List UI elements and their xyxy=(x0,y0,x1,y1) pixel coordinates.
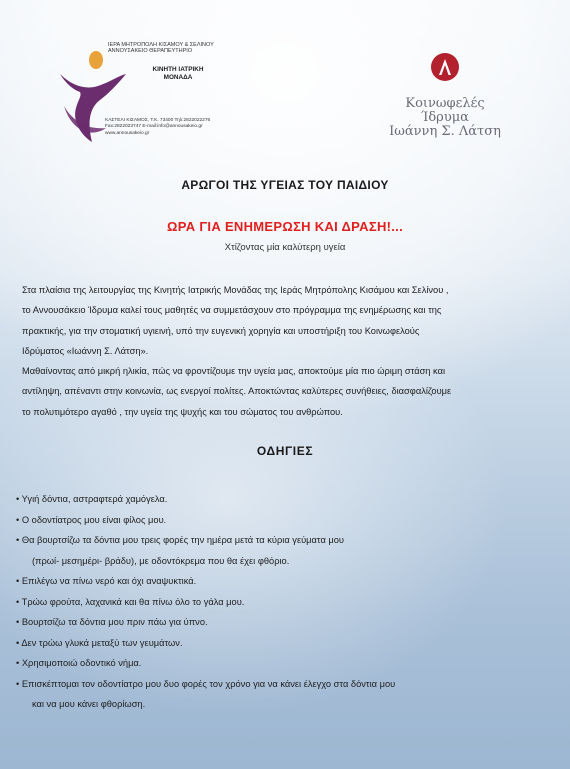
intro-line: Ιδρύματος «Ιωάννη Σ. Λάτση». xyxy=(22,345,149,356)
list-item-text: • Υγιή δόντια, αστραφτερά χαμόγελα. xyxy=(16,494,168,504)
list-item xyxy=(16,571,556,592)
list-item xyxy=(16,653,556,674)
intro-line: Στα πλαίσια της λειτουργίας της Κινητής Ιατρικής Μονάδας της Ιεράς Μητρόπολης Κισάμου και Σελίνου , xyxy=(22,285,449,295)
annousakeio-logo xyxy=(50,40,230,150)
instructions-heading: ΟΔΗΓΙΕΣ xyxy=(256,444,314,458)
list-item xyxy=(16,530,556,571)
foundation-line: Ιωάννη Σ. Λάτση xyxy=(389,124,501,139)
list-item xyxy=(16,633,556,654)
contact-line: ΚΑΣΤΕΛΙ ΚΙΣΑΜΟΣ, Τ.Κ. 73400 Τηλ:2822022276 xyxy=(105,118,211,123)
list-item-text: • Χρησιμοποιώ οδοντικό νήμα. xyxy=(16,658,142,668)
list-item xyxy=(16,510,556,531)
list-item-continuation: (πρωί- μεσημέρι- βράδυ), με οδοντόκρεμα που θα έχει φθόριο. xyxy=(32,555,290,566)
page-subtitle: ΩΡΑ ΓΙΑ ΕΝΗΜΕΡΩΣΗ ΚΑΙ ΔΡΑΣΗ!... xyxy=(166,219,403,234)
intro-line: Μαθαίνοντας από μικρή ηλικία, πώς να φροντίζουμε την υγεία μας, αποκτούμε μία πιο ώριμη στάση και xyxy=(22,366,446,377)
list-item-text: • Επιλέγω να πίνω νερό και όχι αναψυκτικά. xyxy=(16,576,197,586)
unit-line: ΚΙΝΗΤΗ ΙΑΤΡΙΚΗ xyxy=(152,66,204,73)
org-name xyxy=(108,42,218,54)
unit-line: ΜΟΝΑΔΑ xyxy=(163,74,193,81)
list-item xyxy=(16,674,556,715)
contact-info xyxy=(105,118,235,137)
instructions-list xyxy=(16,489,556,715)
page-title: ΑΡΩΓΟΙ ΤΗΣ ΥΓΕΙΑΣ ΤΟΥ ΠΑΙΔΙΟΥ xyxy=(181,178,389,192)
intro-line: το πολυτιμότερο αγαθό , την υγεία της ψυχής και του σώματος του ανθρώπου. xyxy=(22,406,343,417)
list-item xyxy=(16,489,556,510)
list-item-text: • Τρώω φρούτα, λαχανικά και θα πίνω όλο το γάλα μου. xyxy=(16,596,245,607)
intro-paragraph xyxy=(22,280,552,422)
foundation-mark-icon xyxy=(430,52,460,82)
list-item-continuation: και να μου κάνει φθορίωση. xyxy=(32,699,146,709)
intro-line: το Αννουσάκειο Ίδρυμα καλεί τους μαθητές να συμμετάσχουν στο πρόγραμμα της ενημέρωσης και της xyxy=(22,305,442,316)
list-item-text: • Δεν τρώω γλυκά μεταξύ των γευμάτων. xyxy=(16,637,183,648)
intro-line: αντίληψη, απέναντι στην κοινωνία, ως ενεργοί πολίτες. Αποκτώντας καλύτερες συνήθειες, διασφαλίζουμε xyxy=(22,386,452,397)
list-item-text: • Ο οδοντίατρος μου είναι φίλος μου. xyxy=(16,514,167,525)
foundation-name xyxy=(380,97,510,139)
list-item-text: • Βουρτσίζω τα δόντια μου πριν πάω για ύπνο. xyxy=(16,617,208,627)
foundation-line: Κοινωφελές Ίδρυμα xyxy=(405,96,485,125)
list-item-text: • Επισκέπτομαι τον οδοντίατρο μου δυο φορές τον χρόνο για να κάνει έλεγχο στα δόντια μου xyxy=(16,678,396,689)
org-line: ΙΕΡΑ ΜΗΤΡΟΠΟΛΗ ΚΙΣΑΜΟΥ & ΣΕΛΙΝΟΥ xyxy=(108,42,214,48)
org-line: ΑΝΝΟΥΣΑΚΕΙΟ ΘΕΡΑΠΕΥΤΗΡΙΟ xyxy=(108,48,193,54)
intro-line: πρακτικής, για την στοματική υγιεινή, υπό την ευγενική χορηγία και υποστήριξη του Κοινωφελούς xyxy=(22,325,420,336)
list-item xyxy=(16,612,556,633)
contact-line: www.annousakeio.gr xyxy=(105,130,150,136)
tagline: Χτίζοντας μία καλύτερη υγεία xyxy=(224,242,346,253)
latsis-foundation-logo xyxy=(380,52,510,139)
unit-name xyxy=(143,66,213,82)
list-item xyxy=(16,592,556,613)
list-item-text: • Θα βουρτσίζω τα δόντια μου τρεις φορές την ημέρα μετά τα κύρια γεύματα μου xyxy=(16,535,345,545)
contact-line: Fax:2822023747 E-mail:info@annousakeio.gr xyxy=(105,124,203,130)
